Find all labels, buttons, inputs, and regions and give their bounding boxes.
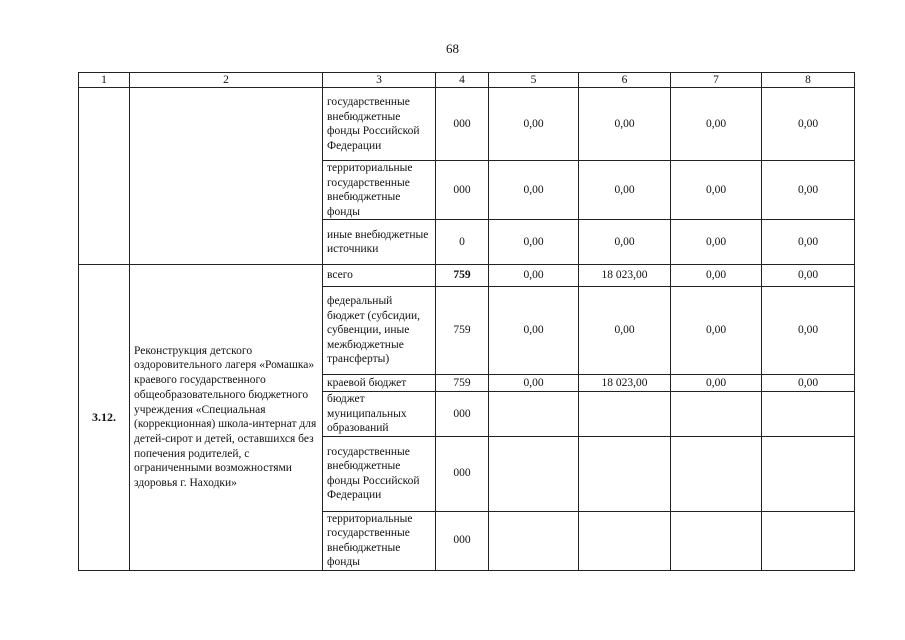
amount-cell: 0,00 [762, 375, 855, 392]
amount-cell: 0,00 [671, 220, 762, 265]
table-row [79, 265, 855, 287]
amount-cell: 0,00 [762, 88, 855, 161]
budget-table [78, 72, 855, 571]
amount-cell: 0,00 [671, 287, 762, 375]
column-header-2: 2 [130, 73, 323, 88]
amount-cell: 0,00 [762, 220, 855, 265]
amount-cell: 18 023,00 [579, 265, 671, 287]
code-cell: 759 [436, 265, 489, 287]
code-cell: 000 [436, 88, 489, 161]
code-cell: 000 [436, 161, 489, 220]
amount-cell: 0,00 [489, 265, 579, 287]
amount-cell: 0,00 [489, 88, 579, 161]
amount-cell: 0,00 [762, 287, 855, 375]
amount-cell: 0,00 [671, 88, 762, 161]
amount-cell: 0,00 [489, 161, 579, 220]
amount-cell [489, 392, 579, 437]
empty-number-cell [79, 88, 130, 265]
amount-cell: 0,00 [579, 88, 671, 161]
column-header-6: 6 [579, 73, 671, 88]
column-header-8: 8 [762, 73, 855, 88]
code-cell: 000 [436, 392, 489, 437]
column-header-row [79, 73, 855, 88]
column-header-1: 1 [79, 73, 130, 88]
column-header-4: 4 [436, 73, 489, 88]
empty-name-cell [130, 88, 323, 265]
amount-cell [762, 436, 855, 511]
amount-cell: 0,00 [489, 220, 579, 265]
column-header-5: 5 [489, 73, 579, 88]
funding-source-label: территориальные государственные внебюджетные фонды [323, 161, 436, 220]
funding-source-label: бюджет муниципальных образований [323, 392, 436, 437]
amount-cell: 0,00 [762, 265, 855, 287]
amount-cell [762, 511, 855, 570]
amount-cell [579, 436, 671, 511]
amount-cell: 0,00 [671, 375, 762, 392]
column-header-7: 7 [671, 73, 762, 88]
funding-source-label: краевой бюджет [323, 375, 436, 392]
funding-source-label: государственные внебюджетные фонды Российской Федерации [323, 436, 436, 511]
code-cell: 0 [436, 220, 489, 265]
amount-cell: 0,00 [579, 220, 671, 265]
amount-cell [671, 436, 762, 511]
amount-cell: 0,00 [489, 287, 579, 375]
code-cell: 759 [436, 375, 489, 392]
code-cell: 759 [436, 287, 489, 375]
code-cell: 000 [436, 511, 489, 570]
amount-cell [579, 392, 671, 437]
amount-cell: 0,00 [579, 287, 671, 375]
amount-cell: 18 023,00 [579, 375, 671, 392]
item-name: Реконструкция детского оздоровительного лагеря «Ромашка» краевого государственного общеобразовательного бюджетного учреждения «Специальная (коррекционная) школа-интернат для детей-сирот и детей, оставшихся без попечения родителей, с ограниченными возможностями здоровья г. Находки» [130, 265, 323, 571]
table-row [79, 88, 855, 161]
funding-source-label: федеральный бюджет (субсидии, субвенции, иные межбюджетные трансферты) [323, 287, 436, 375]
amount-cell [671, 511, 762, 570]
amount-cell: 0,00 [489, 375, 579, 392]
funding-source-label: иные внебюджетные источники [323, 220, 436, 265]
funding-source-label: территориальные государственные внебюджетные фонды [323, 511, 436, 570]
funding-source-label: государственные внебюджетные фонды Российской Федерации [323, 88, 436, 161]
column-header-3: 3 [323, 73, 436, 88]
funding-source-label: всего [323, 265, 436, 287]
amount-cell [762, 392, 855, 437]
page-number: 68 [446, 41, 459, 56]
amount-cell [489, 436, 579, 511]
code-cell: 000 [436, 436, 489, 511]
amount-cell: 0,00 [762, 161, 855, 220]
amount-cell [489, 511, 579, 570]
amount-cell: 0,00 [579, 161, 671, 220]
amount-cell: 0,00 [671, 265, 762, 287]
amount-cell [579, 511, 671, 570]
amount-cell: 0,00 [671, 161, 762, 220]
item-number: 3.12. [79, 265, 130, 571]
amount-cell [671, 392, 762, 437]
